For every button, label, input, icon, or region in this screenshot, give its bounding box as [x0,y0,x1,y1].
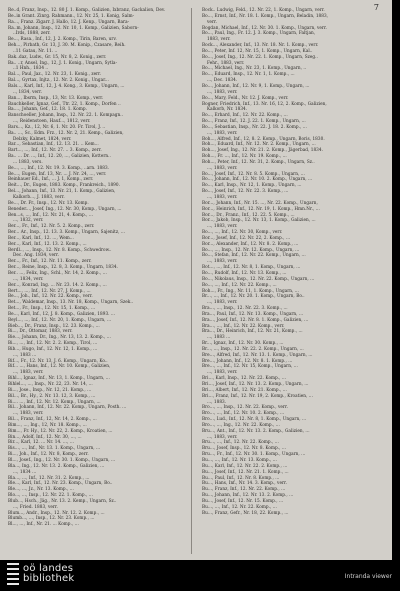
register-entry: Bif..., Fr., 12. Nr. 13, J. 6. Komp., Ungarn, Ko.. [8,357,108,363]
register-entry: Bu..., Karl, Inf., 12. Nr. 22. 2. Komp., ... [202,462,288,468]
register-entry: Ba.. ... Dr. ..., Inf., 12. 20, ..., Galizien, Kottern.. [8,153,111,159]
register-entry: Bro..., ..., Ing., 12. Nr. 22. Komp., ... [202,421,280,427]
register-entry: Bo..., Eduard, Insp., 12. Nr. 1, 1. Komp., ... [202,71,295,77]
register-entry: ..., 1883. [207,398,227,404]
register-entry: Bis..., ..., Inf., Nr. 13. 1. Komp., Ungarn, ... [8,445,101,451]
library-logo[interactable] [7,563,74,585]
register-entry: ..., 1883, verr. [207,164,238,170]
register-entry: Ra..., Franz. Zigarr. J. Hallo, 12. J. Kenp., Ungarn, Bara- [8,18,130,24]
register-entry: Bre..., Johann, Inf., 12. Nr. 8. 1. Komp., ... [202,357,293,363]
register-entry: Bra..., Dr., Heinrich, Inf., 12. Nr. 21, Komp., ... [202,328,303,334]
register-entry: Boh..., Josef, Ing., 12. Nr. 21. 2. Komp., Jägerbad, 1834. [202,147,323,153]
register-entry: ..., 1834, verr. [13,275,44,281]
register-entry: ..., 1883, verr. [207,258,238,264]
register-entry: Bir..., Karl, 12. ... Nr. 14. ..., ... [8,439,74,445]
page-number: 7 [373,3,379,12]
register-entry: Be..in Grant. Zinrg. Rahmann., 12. Nr. 25, 1. Konig, Salm- [8,12,135,18]
register-entry: Bart..., ..., Inf., 12. Nr. 27. .. 3. Komp., zerr. [8,147,102,153]
register-entry: Bar..., Sebastian, Inf., 12. 13. 21. .. Kem... [8,141,99,147]
register-entry: Bri..., Josef, Inf., 12. Nr. 13. 2. Komp., Ungarn, ... [202,381,309,386]
register-entry: Bo..., Sebastian, Insp., Nr. 22. J. 18. 2. Komp., ... [202,123,307,129]
register-entry: Bu..., Josef, Inf., 12. Nr. 15. Komp., ... [202,497,284,503]
register-entry: Bo..., Josef, Inf., 12. Nr. 22. 3. Komp., ... [202,188,289,194]
register-entry: Bri..., Karl, Insp., 12. Nr. 22. Komp., ... [202,375,287,381]
register-entry: Bal..., Paul, Jaz., 12. Nr. 23, 1. Konig., zerr. [8,71,102,77]
register-entry: Boh..., Eduard, Inf., Nr. 12. Nr. 2. Komp., Ungarn, ... [202,141,316,147]
register-entry: Be..., Karl, Inf., 12, J. 8. Komp., Galizien, 1893. ... [8,310,116,316]
viewer-label: Intranda viewer [344,573,392,580]
register-entry: Bet..., Fr., Insp., 12. Nr. 15, 1. Komp., ... [8,305,96,311]
register-entry: Bu..., Johann, Inf., 12. Nr. 13. 2. Komp., ... [202,492,294,498]
register-entry: Ban..., Ibsrm, Insp., 13, Nr. 13. Komp., verr. [8,94,104,100]
left-column [3,7,185,527]
register-entry: Bi.... ..., Inf., 12. Nr. 12. Komp., Ungarn, ... [8,398,101,404]
register-entry: ..., 1883, verr. [207,299,238,305]
register-entry: Bo..., Mary, Feld., Nr. 12. J. Komp., verr. [202,94,289,100]
register-entry: Bihlel..., ..., Insp., Nr. 22, 23. Nr. 14, ... [8,381,93,386]
register-entry: Ber.. ..., Felix, Ing., Schl., Nr. 14, 2. Komp., ... [8,269,107,275]
register-entry: Bo..., Johann, Inf., 12. Nr. 9, 1. Komp., Ungarn, ... [202,82,310,88]
register-entry: ..., Dec. 1834. [207,77,238,83]
register-entry: Kalkorb, Nr. 1834. [207,106,248,112]
register-entry: Bor..., Alexander, Inf., 12. Nr. 8. 2. Komp., ... [202,240,299,246]
register-entry: Bu..., Hans, Inf., Nr. 14. 3. Komp., verr. [202,480,288,486]
register-entry: Bihl..., Ignaz, Inf., Nr. 13, 1. Komp., Ungarn, ... [8,375,110,381]
register-entry: Bru..., Ant., Inf., 12. Nr. 13. 2. Komp., Galizien, ... [202,427,310,433]
register-entry: Bo..., ..., Inf., 12. Nr. 22. Komp., ... [202,281,277,287]
register-entry: Bil... Johann, Inf., 12. Nr. 22. Komp., Ungarn, Posth. ... [8,404,127,410]
register-entry: Bor..., Johann, Inf., Nr. 15. ..., Nr. 22. Komp., Ungarn, [202,199,318,205]
register-entry: Bu..., ..., Inf., 12. Nr. 22. Komp., ... [202,503,277,509]
library-logo-text [23,564,74,584]
register-entry: Bogdan, Michael, Inf., 12. Nr. 30. 1. Komp., Ungarn, verr. [202,24,327,30]
register-entry: Bri..., Albert, Inf., 12. Nr. 21. Komp., ... [202,386,287,392]
library-logo-icon [7,563,19,585]
register-entry: Bro..., ..., Insp., 12. Nr. 22. Komp., verr. [202,404,288,410]
register-entry: Bi..., Dr., Ottomar, 1883, verr. [8,328,73,334]
register-entry: Bla..., ..., Inf., 12. Nr. 31. 2. Komp., ... [8,474,90,480]
register-entry: Bra..., ..., Inf., 12. Nr. 22. Komp., verr. [202,322,285,328]
register-entry: Beinhauer Ed., Inf., ... J. 1, Komp., zerr. [8,176,94,182]
register-entry: Banschoeller, Johann, Insp., 12. Nr. 22. 1. Kompagn.. [8,112,123,118]
register-entry: Bo..., Erhard, Inf., 12. Nr. 22. Komp., ... [202,112,288,118]
register-entry: Bals..., Karl, Inf., 12, J. 4. Kong., 3. Komp., Ungarn, ... [8,82,125,88]
register-entry: Ra..m, Johann, Insp., 12. Nr. 10, 1. Komp., Galizien, Saborn- [8,24,139,30]
register-entry: Bim..., ..., Ing., 12, Nr. 18. Komp., ... [8,421,87,427]
register-entry: Bu..., Josef, Inf., 12. Nr. 21. 1. Komp., ... [202,468,289,474]
register-entry: ..., 1883 ... [13,351,37,357]
register-entry: Bru..., Josef, Insp., 12. Nr. 8. Komp., ... [202,445,287,451]
register-entry: Bo..., Paul, Ing., Fr. 12. J. 3. Komp., Ungarn, Faltjan, [202,30,316,36]
register-entry: ..., Fried. 1883, verr. [13,503,58,509]
register-entry: Bro..., Lud., Inf., 12. Nr. 8, 1. Komp., Ungarn, ... [202,416,307,422]
register-entry: Ber..., Karl, Inf., 12. ..., Wem... [8,234,74,240]
register-entry: Bet..., Waldemar, Insp., 13. Nr. 18, Komp., Ungarn, Szek.. [8,299,134,305]
register-entry: Bil..., Br., Hy., 2. Nr. 13. 12, 3. Komp., ... [8,392,96,398]
register-entry: Bo..., Josef, Inf., 12. Nr. 8. 5. Komp., Ungarn, ... [202,170,305,176]
register-entry: ..., Reidenstoen, Hauf..., 1812, verr. [13,118,91,124]
register-entry: Br..., ..., Inf., 12. Nr. 20. 1. Komp., Ungarn, Bo.. [202,293,305,299]
register-entry: Be...., Eugen, Inf. 13, Nr. ... J. Nr. 24, ..., verr. [8,170,107,176]
register-entry: Ble..., ..., Jz., Nr. 13. Komp., ... [8,486,74,492]
register-entry: ..., 1883, verr. [13,369,44,375]
register-entry: Bra..., Paul, Inf., 12. Nr. 13. Komp., Ungarn, ... [202,310,304,316]
register-entry: ..., 1883 ... [207,334,231,340]
register-entry: Ba...., Johann, Gef., 12. 18. 1. Komp. [8,106,87,112]
register-entry: Ber..., Konrad, Ing. ... Nr. 23. 14. 2. Komp., ... [8,281,107,287]
register-entry: Be..., Joh., Inf., 12. Nr. 22. Komp., verr. [8,293,93,299]
register-entry: Blo..., ..., Insp., 12. Nr. 22. 1. Komp., ... [8,492,93,498]
right-column [197,7,383,515]
register-entry: Bauchkeller, Ignaz, Gef., Ttr. 22, 1. Komp., Dorfen .. [8,100,121,106]
register-entry: Bak..daz, Ludw., Gr. 15, Nr. 8, 2. Konig., zerr. [8,53,107,59]
register-entry: Ble..., Karl, Inf., 12. Nr. 23. Komp., Ungarn, Bo.. [8,480,113,486]
register-entry: Bot..., ..., Inf., 12. Nr. 8, 1. Komp., Ungarn, ... [202,264,301,270]
register-entry: Ber..., Karl, Inf., 12. 13. 2. Komp., ... [8,240,87,246]
register-entry: Boh..., Alfred, Inf., 12, 8. 2. Komp., Ungarn, Boris, 1830. [202,135,325,141]
register-entry: 1883, verr. [207,36,231,42]
register-entry: Bo..., Josef, Ing., 12. Nr. 22. 1. Komp., Ungarn, Szeg.. [202,53,318,59]
register-entry: ..1 Hnh., 1834 .. [13,65,49,71]
register-entry: ..Irds, 1888, zerr. [13,30,51,36]
register-entry: Beneder..., Josef, Ing., 12. Nr. 30, Komp., Ungarn, ... [8,205,122,211]
register-entry: Bo..., Peter, Inf. 12, Nr. 15, 1. Komp., Ungarn, Kal.. [202,47,313,53]
register-entry: Bi..., Joh., Inf., 12. Nr. 8, Komp., zerr. [8,451,89,457]
register-entry: Bo..., Stefan, Inf., 12. Nr. 22. Komp., Ungarn, ... [202,252,306,258]
register-entry: Bim..., Fr. Hy., 12. Nr. 22, 2. Komp., Kroatien, ... [8,427,113,433]
register-entry: ..11 Gatau, Nr. 11. .. [13,47,58,53]
register-entry: Ben...s, ..., Inf., 12. Nr. 21, 4. Komp., ... [8,211,94,217]
register-entry: Bars..., Kz., 12, Nr. 6, 1. Nr. 20. Fr. Tirol, J. .. [8,123,106,129]
register-entry: Ber..., Reine, Insp., 12. 8, 3. Komp., Ungarn, 1834. [8,264,118,270]
register-entry: Bi..., ..., Inf., 12. Nr. 2. 2. Komp., Tirol, ... [8,340,98,346]
register-entry: Bo..., ..., Inf., 12. Nr. 30, Komp., verr. [202,229,283,235]
register-entry: Br..., Ignaz, Inf., 12. Nr. 30. Komp., ... [202,340,284,346]
register-entry: Dec. Ang. 1834, verr. [13,252,59,258]
register-entry: Be..., ..., Inf., 12. Nr. 19. 3. Komp., ..arn. 1883. [8,164,110,170]
register-entry: Boh..., Fr., Ing., Nr. 11, 1. Komp., Ungarn, ... [202,287,299,293]
register-entry: Boh..., Peter, Inf., 12. Nr. 31, 2. Komp., Ungarn, Sz.. [202,158,315,164]
register-entry: Bal..., Gyrtax, Injtz., 12. Nr. 2. Konig., Ungar... [8,77,109,83]
register-entry: Bo..., Michael, Ing., Nr. 23, 1. Komp., Ungarn, .. [202,65,307,71]
register-entry: verr. [207,18,217,24]
register-entry: Bra..., Josef, Inf., 12. Nr. 8. 1. Komp., Galizien, ... [202,316,309,322]
register-entry: Bi..., Jose., Insp., Nr. 12, 21. Komp., ... [8,386,92,392]
register-entry: Br..., ..., Insp., 12. Nr. 22. 2. Komp., Ungarn, ... [202,345,304,351]
register-entry: Bri..., Franz, Inf., 12. Nr. 19, 2. Komp., Kroatien, ... [202,392,313,398]
register-entry: Be..., Rasa., Inf., 12, J. 2. Komp., Tirin, Baren, urv. [8,36,117,42]
register-entry: Ber... Ar., Insp., 12. 13. 3. Komp., Ungarn, Sajenitz, ... [8,229,126,235]
register-entry: ..., 1883, verr. [13,410,44,416]
register-entry: Re..d, Franz, Insp., 12. 80 J. 1. Komp., Galizien, Ixbranz, Gackalion, Dev. [8,7,166,12]
register-entry: Bif... ..., Hans, Inf., 12. Nr. 10. Komp., Galizien, [8,363,111,369]
register-entry: Ber..., Fr., Inf., 12. Nr. 11. Komp., zerr. [8,258,92,264]
register-entry: .., 1834, verr. [13,88,43,94]
logo-line-1: oö landes [23,563,74,574]
register-entry: Bin..., Adolf, Inf., 12. Nr. 30, ..., ... [8,433,82,439]
register-entry: Bla..., Ing., 12. Nr. 13. 2. Komp., Galizien, ... [8,462,105,468]
register-entry: Be..., Dr. Fr., Insp., 12. Nr. 13. Komp. [8,199,89,205]
register-entry: Bo..., Johann, Inf., 12. Nr. 10. 2. Komp., Ungarn, ... [202,176,313,182]
register-entry: Bo..., Ernst, Inf., Nr. 18. 1. Komp., Ungarn, Beladin, 1883, [202,12,329,18]
register-entry: Bre..., ..., Inf., 12. Nr. 15, Komp., Ungarn, ... [202,363,298,369]
register-entry: Bu..., ..., Inf., 12. Nr. 13. Komp., ... [202,456,277,462]
register-entry: Bock.. Ludwig, Feld., 12. Nr. 22, 1. Komp., Ungarn, verr. [202,7,325,12]
register-entry: Berdl.., ..., Insp., 12. Nr. 8. Komp., Schwedrow.. [8,246,112,252]
register-entry: ..., 1883, verr. [207,88,238,94]
register-entry: Blum..., Andr., Insp., 12. Nr. 12. 2. Komp., ... [8,509,105,515]
register-entry: Bru..., ..., Inf., 12. Nr. 22. Komp., ... [202,439,279,445]
register-entry: Bie..., Johann, Dr., Ing., Nr. 13, 13. 2. Komp., ... [8,334,111,340]
register-entry: Beit..., Dr., Eugen, 1883. Komp., Frankreich., 1890. [8,182,120,188]
register-entry: Bo..., Karl, Insp., Nr. 12, 1. Komp., Ungarn, ... [202,182,302,188]
register-entry: Beh..., Pirbath, Gr. 13, J. 30. M. Konip., Czasare, Reih. [8,42,126,48]
register-entry: Ba.. ..., Sc., Edm. Frz., 12. Nr. 2, 21. Kemp., Galizien, [8,129,124,135]
register-entry: ..., 1834 ... [13,468,37,474]
register-entry: ..., 1883, verr. [207,129,238,135]
register-entry: Bel..., Johann, Inf., 13. Nr. 21, 1. Komp., Galizien, [8,188,116,194]
register-entry: Bo..., Nikolaus, Insp., 12. Nr. 22. Komp., Ungarn, ... [202,275,315,281]
register-entry: Bru..., Fr., Inf., 12. Nr. 30. 1. Komp., Ungarn, ... [202,451,306,457]
column-divider [191,8,192,554]
register-entry: Bor..., Jakob, Insp., 12. Nr. 13, 1. Komp., Galizien, ... [202,217,316,223]
register-entry: Bor..., Heinrich, Inf., 12. Nr. 19, 1. Komp., Hmn.Nr., ... [202,205,320,211]
register-entry: Bib..., Hugo, Inf., 12. Nr. 12, 1. Komp., ... [8,345,98,351]
register-entry: Blumb..., ..., Insp., 12. Nr. 23. Komp., ... [8,515,95,521]
register-entry: Delzky, Kalmet, 1824, verr. [13,135,72,141]
register-entry: Bl..., Josef., Ing., 12. Nr. 30. 1. Komp., Ungarn, ... [8,456,116,462]
register-entry: Boh..., Fr. ..., Inf., 12. Nr. 19. Komp., ... [202,153,287,159]
register-entry: ..., 1883, verr. [207,369,238,375]
register-entry: Bu..., Paul, Inf., 12. Nr. 8. Komp., ... [202,474,280,480]
register-entry: Beyl..., ..., Inf., 12. Nr. 20, 1. Komp., Ungarn, ... [8,316,112,322]
register-entry: Bro..., ..., Inf., 12. Nr. 10. 2. Komp., ... [202,410,285,416]
register-entry: ..., 1883, verr. [207,223,238,229]
register-entry: Bo..., Rudolf, Inf., 12. Nr. 13. Komp., ... [202,269,287,275]
register-entry: Blub..., Hsch., Jäg., Nr. 13. 2. Kemp., Ungarn, Sz.. [8,497,117,503]
register-entry: ..., 1883, verr. [207,194,238,199]
register-entry: Bo..., ..., Insp., 12. Nr. 12. Komp., Ungarn, ... [202,246,300,252]
register-entry: ..., 1883, verr. [207,433,238,439]
register-entry: Bil..., Franz, Inf., 12, Nr. 14, 2. Komp., ... [8,416,97,422]
register-entry: Ba.. ..r, Ansel, Ing., 12, J. 1. Konig., Ungarn, Sytla- [8,59,118,65]
register-entry: Kalkorb..., J. 1883, verr. [13,194,65,199]
register-entry: Bu..., Franz, Gefr., Nr. 18, 22. Komp., ... [202,509,289,515]
logo-line-2: bibliothek [23,573,75,584]
register-entry: Bu..., Franz, Inf., 12. Nr. 22. Komp., ... [202,486,286,492]
register-entry: Bock..., Alexander, Inf., 13. Nr. 18. Nr. 1. Komp., verr. [202,42,319,48]
register-entry: Bieb..., Dr., Franz, Insp., 12. 23. Komp., ... [8,322,100,328]
register-entry: Bra..., ..., Insp., 12. Nr. 22. 3. Komp., ... [202,305,288,311]
register-entry: Bo..., Franz, Inf., 12. J. 22. 1. Komp., Ungarn, ... [202,118,306,124]
register-entry: ..., 1832, verr. [13,217,44,223]
register-entry: Bre..., Alfred, Inf., 12. Nr. 13. 1. Komp., Ungarn, ... [202,351,313,357]
register-entry: Bogner, Friedrich, Inf., 13. Nr. 16, 12, 2. Komp., Galizien, [202,100,327,106]
register-entry: Bor..., Josef, Inf., 12. Nr. 22, 2. Komp., ... [202,234,291,240]
register-entry: Fehr., 1883, verr. [207,59,245,65]
register-entry: Bor..., Dr., Franz., Inf., 12. 22. 5. Komp., ... [202,211,295,217]
register-entry: Ber..., Fr., Inf., 12. Nr. 5. 2. Komp., zerr. [8,223,95,229]
register-entry: Bert..., ..., Inf., 12. Nr. 27, J. Komp., ... [8,287,91,293]
register-entry: Bl..., ..., Inf., Nr. 21. ... Komp., ... [8,521,79,527]
register-entry: ... 1883, vers. [13,158,43,164]
